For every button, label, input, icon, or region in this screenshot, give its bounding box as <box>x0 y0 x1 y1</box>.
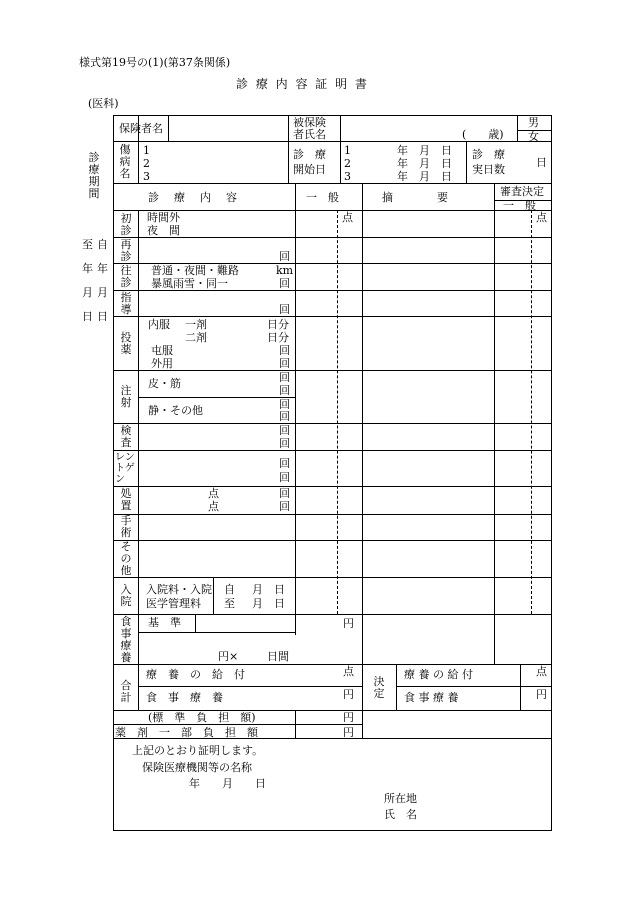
chuusha-kai-1: 回 <box>279 371 290 384</box>
touyaku-nizai: 二剤 <box>185 331 207 344</box>
touyaku-tonpuku: 屯服 <box>151 344 173 357</box>
shokuji-yen-x: 円× <box>218 650 239 663</box>
days-unit: 日 <box>536 156 547 169</box>
totals-hyoujun: (標 準 負 担 額) <box>148 711 256 724</box>
shochi-kai-1: 回 <box>279 487 290 500</box>
start-date-2: 年 月 日 <box>397 157 452 170</box>
nyuuin-date-2: 月 日 <box>252 597 285 610</box>
oushin-km: km <box>276 264 294 277</box>
sex-female: 女 <box>528 130 539 143</box>
rentogen-kai-2: 回 <box>279 471 290 484</box>
row-shokuji: 食 事 療 養 <box>120 615 132 664</box>
period-year-1: 年 <box>82 262 93 275</box>
shokuji-days: 日間 <box>267 650 289 663</box>
form-category: (医科) <box>88 97 119 110</box>
col-review-general: 一 般 <box>503 199 536 212</box>
nyuuin-itaru: 至 <box>224 597 235 610</box>
row-nyuuin: 入 院 <box>120 583 132 608</box>
form-title: 診 療 内 容 証 明 書 <box>236 77 369 91</box>
period-month-1: 月 <box>82 286 93 299</box>
insured-label-1: 被保険 <box>293 116 326 129</box>
row-rentogen: レントゲン <box>115 452 135 485</box>
days-label-2: 実日数 <box>472 163 505 176</box>
chuusha-kai-4: 回 <box>279 410 290 423</box>
row-chuusha: 注 射 <box>120 384 132 409</box>
totals-kyufu-ten: 点 <box>343 665 354 678</box>
disease-n1: 1 <box>143 144 150 157</box>
shochi-ten-2: 点 <box>208 500 219 513</box>
shidou-kai: 回 <box>279 303 290 316</box>
footer-institution: 保険医療機関等の名称 <box>142 761 252 774</box>
col-general: 一 般 <box>306 191 339 204</box>
footer-certify: 上記のとおり証明します。 <box>132 744 264 757</box>
col-content: 診 療 内 容 <box>148 191 239 204</box>
totals-hyoujun-en: 円 <box>343 711 354 724</box>
shoshin-jikangai: 時間外 <box>147 211 180 224</box>
saishin-kai: 回 <box>279 250 290 263</box>
totals-yakuzai-en: 円 <box>343 726 354 739</box>
chuusha-kai-2: 回 <box>279 384 290 397</box>
period-day-1: 日 <box>82 310 93 323</box>
totals-yakuzai: 薬 剤 一 部 負 担 額 <box>115 726 258 739</box>
sex-male: 男 <box>528 116 539 129</box>
kettei-label: 決 定 <box>373 675 385 700</box>
shochi-ten-1: 点 <box>208 487 219 500</box>
shochi-kai-2: 回 <box>279 500 290 513</box>
period-from: 自 <box>97 238 108 251</box>
kettei-kyufu: 療 養 の 給 付 <box>404 668 473 681</box>
shoshin-ten: 点 <box>342 211 353 224</box>
nyuuin-date-1: 月 日 <box>252 583 285 596</box>
shoshin-ten-review: 点 <box>536 211 547 224</box>
kettei-shokuji: 食 事 療 養 <box>404 691 459 704</box>
totals-shokuji-en: 円 <box>343 688 354 701</box>
row-oushin: 往 診 <box>120 264 132 289</box>
period-month-2: 月 <box>97 286 108 299</box>
row-saishin: 再 診 <box>120 238 132 263</box>
row-shidou: 指 導 <box>120 291 132 316</box>
disease-n3: 3 <box>143 170 150 183</box>
start-label-1: 診 療 <box>293 148 326 161</box>
kettei-kyufu-ten: 点 <box>536 665 547 678</box>
start-n1: 1 <box>344 144 351 157</box>
chuusha-kai-3: 回 <box>279 398 290 411</box>
shoshin-yakan: 夜 間 <box>147 224 180 237</box>
nyuuin-ji: 自 <box>224 583 235 596</box>
start-n2: 2 <box>344 157 351 170</box>
touyaku-kai-2: 回 <box>279 357 290 370</box>
days-label-1: 診 療 <box>472 148 505 161</box>
form-number: 様式第19号の(1)(第37条関係) <box>79 56 231 69</box>
start-date-1: 年 月 日 <box>397 144 452 157</box>
shokuji-en: 円 <box>343 617 354 630</box>
period-year-2: 年 <box>97 262 108 275</box>
disease-n2: 2 <box>143 157 150 170</box>
kensa-kai-2: 回 <box>279 437 290 450</box>
kettei-shokuji-en: 円 <box>536 688 547 701</box>
touyaku-nichibun-1: 日分 <box>267 318 289 331</box>
col-review: 審査決定 <box>500 185 544 198</box>
disease-label: 傷 病 名 <box>119 143 131 180</box>
start-n3: 3 <box>344 170 351 183</box>
row-sonota: そ の 他 <box>120 540 132 577</box>
row-kensa: 検 査 <box>120 424 132 449</box>
period-to: 至 <box>82 238 93 251</box>
row-touyaku: 投 薬 <box>120 331 132 356</box>
col-summary: 摘 要 <box>382 191 448 204</box>
row-shoshin: 初 診 <box>120 212 132 237</box>
touyaku-gaiyou: 外用 <box>151 357 173 370</box>
nyuuin-igaku: 医学管理料 <box>146 597 201 610</box>
kensa-kai-1: 回 <box>279 424 290 437</box>
touyaku-kai-1: 回 <box>279 344 290 357</box>
insured-label-2: 者氏名 <box>293 128 326 141</box>
totals-kyufu: 療 養 の 給 付 <box>146 668 245 681</box>
footer-date: 年 月 日 <box>189 777 266 790</box>
insurer-label: 保険者名 <box>119 122 163 135</box>
row-shujutsu: 手 術 <box>120 514 132 539</box>
age-label: ( 歳) <box>462 128 504 141</box>
shokuji-kijun: 基 準 <box>148 616 181 629</box>
oushin-kai: 回 <box>279 277 290 290</box>
touyaku-ichizai: 一剤 <box>185 318 207 331</box>
rentogen-kai-1: 回 <box>279 457 290 470</box>
touyaku-naifuku: 内服 <box>148 318 170 331</box>
footer-name: 氏 名 <box>384 808 417 821</box>
period-day-2: 日 <box>97 310 108 323</box>
row-shochi: 処 置 <box>120 487 132 512</box>
start-date-3: 年 月 日 <box>397 170 452 183</box>
nyuuin-ryou: 入院料・入院 <box>146 583 212 596</box>
totals-label: 合 計 <box>120 679 132 704</box>
oushin-boufuu: 暴風雨雪・同一 <box>151 277 228 290</box>
start-label-2: 開始日 <box>293 163 326 176</box>
totals-shokuji: 食 事 療 養 <box>146 691 223 704</box>
chuusha-jousonota: 静・その他 <box>148 404 203 417</box>
chuusha-hikin: 皮・筋 <box>148 377 181 390</box>
footer-address: 所在地 <box>384 792 417 805</box>
oushin-futsuu: 普通・夜間・難路 <box>151 264 239 277</box>
touyaku-nichibun-2: 日分 <box>267 331 289 344</box>
period-label: 診 療 期 間 <box>88 151 100 200</box>
